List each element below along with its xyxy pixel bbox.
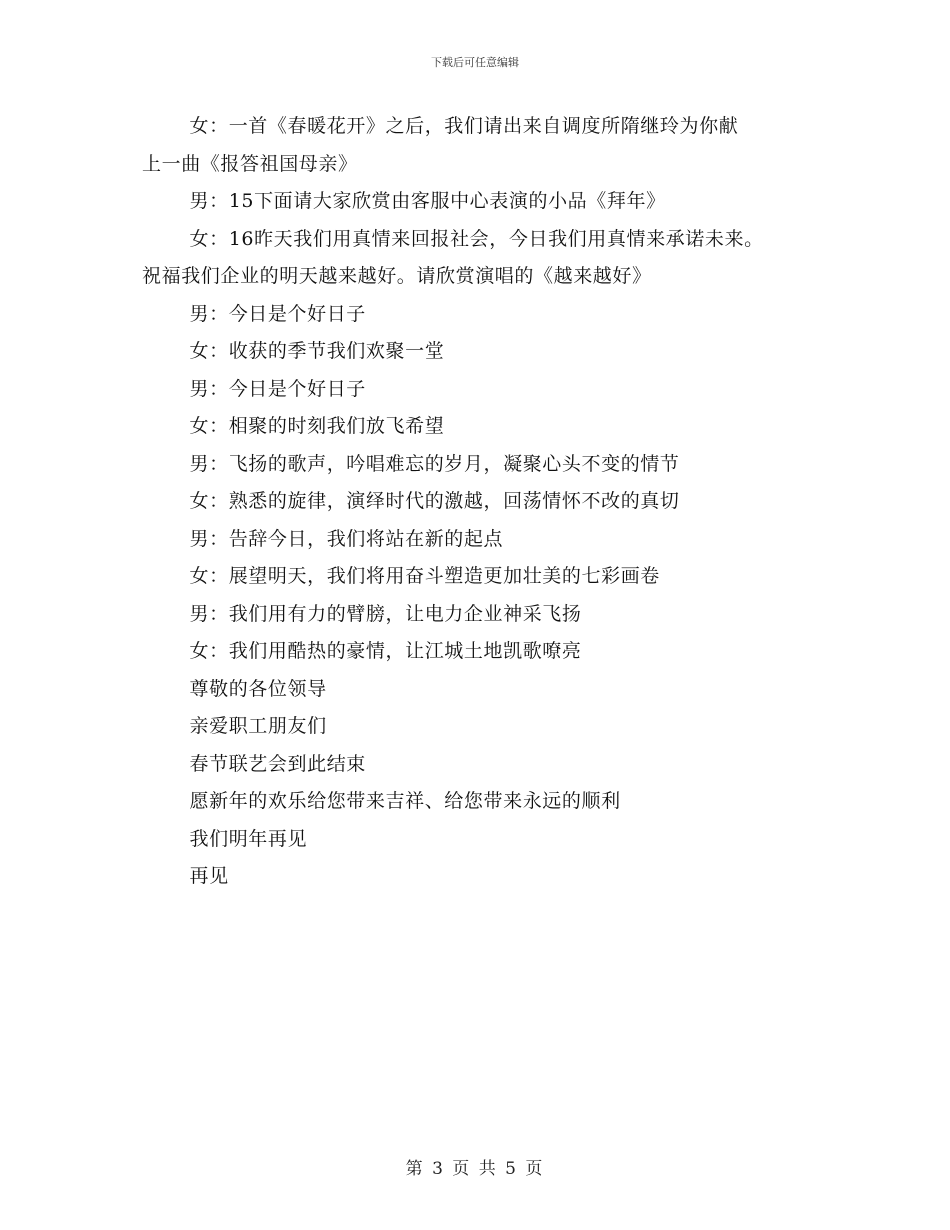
line-text: 女：熟悉的旋律，演绎时代的激越，回荡情怀不改的真切 bbox=[189, 490, 680, 512]
dialogue-line bbox=[142, 521, 812, 559]
line-text: 亲爱职工朋友们 bbox=[189, 715, 327, 737]
line-continuation: 上一曲《报答祖国母亲》 bbox=[142, 152, 358, 175]
line-continuation: 祝福我们企业的明天越来越好。请欣赏演唱的《越来越好》 bbox=[142, 265, 652, 287]
dialogue-line bbox=[142, 183, 812, 221]
closing-line bbox=[142, 708, 812, 746]
closing-line bbox=[142, 746, 812, 784]
dialogue-line bbox=[142, 596, 812, 634]
dialogue-line bbox=[142, 633, 812, 671]
line-text: 男：我们用有力的臂膀，让电力企业神采飞扬 bbox=[189, 602, 582, 625]
document-body bbox=[142, 108, 812, 896]
line-text: 女：展望明天，我们将用奋斗塑造更加壮美的七彩画卷 bbox=[189, 565, 660, 587]
line-text: 尊敬的各位领导 bbox=[189, 677, 327, 700]
line-text: 女：一首《春暖花开》之后，我们请出来自调度所隋继玲为你献 bbox=[189, 115, 739, 137]
dialogue-line bbox=[142, 333, 812, 371]
line-text: 男：今日是个好日子 bbox=[189, 302, 366, 325]
page-header: 下载后可任意编辑 bbox=[431, 56, 519, 69]
line-text: 春节联艺会到此结束 bbox=[189, 752, 366, 775]
line-text: 女：收获的季节我们欢聚一堂 bbox=[189, 340, 445, 362]
dialogue-line bbox=[142, 558, 812, 596]
line-text: 男：飞扬的歌声，吟唱难忘的岁月，凝聚心头不变的情节 bbox=[189, 452, 680, 475]
line-text: 愿新年的欢乐给您带来吉祥、给您带来永远的顺利 bbox=[189, 790, 621, 812]
dialogue-line bbox=[142, 446, 812, 484]
line-text: 男：15下面请大家欣赏由客服中心表演的小品《拜年》 bbox=[189, 190, 666, 212]
dialogue-line bbox=[142, 108, 812, 183]
line-text: 男：今日是个好日子 bbox=[189, 377, 366, 400]
dialogue-line bbox=[142, 371, 812, 409]
line-text: 女：16昨天我们用真情来回报社会，今日我们用真情来承诺未来。 bbox=[189, 227, 764, 250]
line-text: 男：告辞今日，我们将站在新的起点 bbox=[189, 527, 504, 550]
line-text: 再见 bbox=[189, 865, 229, 887]
page-number-footer: 第 3 页 共 5 页 bbox=[405, 1159, 545, 1179]
line-text: 我们明年再见 bbox=[189, 827, 308, 850]
line-text: 女：相聚的时刻我们放飞希望 bbox=[189, 415, 445, 437]
closing-line bbox=[142, 821, 812, 859]
dialogue-line bbox=[142, 408, 812, 446]
closing-line bbox=[142, 858, 812, 896]
closing-line bbox=[142, 671, 812, 709]
dialogue-line bbox=[142, 221, 812, 296]
closing-line bbox=[142, 783, 812, 821]
dialogue-line bbox=[142, 296, 812, 334]
dialogue-line bbox=[142, 483, 812, 521]
line-text: 女：我们用酷热的豪情，让江城土地凯歌嘹亮 bbox=[189, 640, 582, 662]
